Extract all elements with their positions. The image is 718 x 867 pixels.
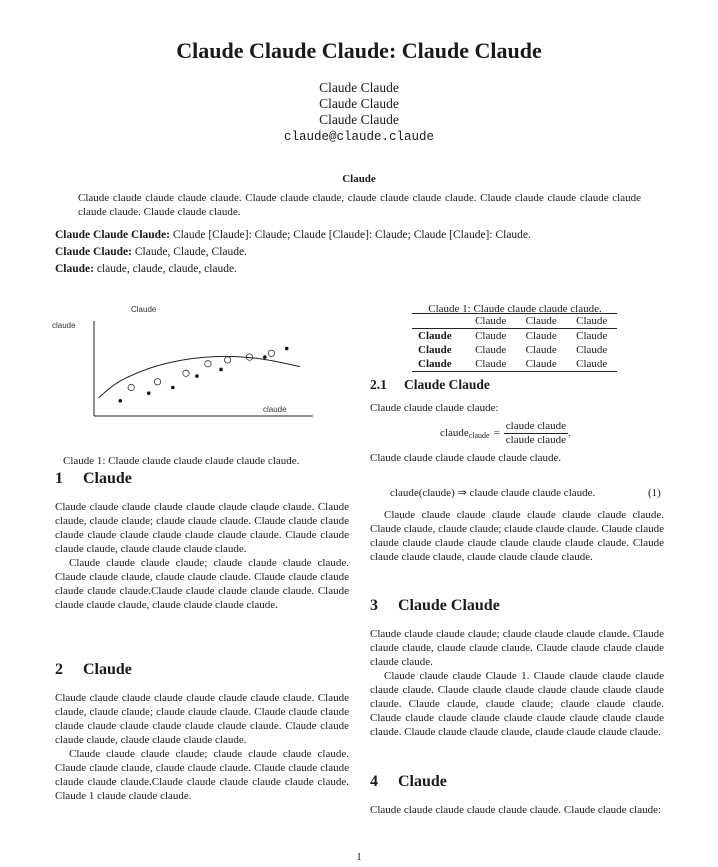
- author-name: Claude Claude: [319, 112, 399, 127]
- section-title: Claude: [83, 470, 132, 487]
- fit-curve-line: [98, 356, 299, 398]
- fraction-denominator: claude claude: [505, 433, 566, 446]
- data-point-filled: [219, 368, 223, 372]
- section-number: 2.1: [370, 377, 387, 392]
- table-cell: Claude: [525, 358, 557, 370]
- abstract-heading: Claude: [342, 173, 376, 185]
- table-header-cell: Claude: [576, 315, 608, 327]
- keyword-label: Claude:: [55, 263, 94, 275]
- subsection-intro: Claude claude claude claude:: [370, 402, 499, 414]
- author-name: Claude Claude: [319, 80, 399, 95]
- author-list: [0, 80, 718, 145]
- table-header-cell: [412, 314, 465, 329]
- section-number: 4: [370, 773, 378, 790]
- table-cell: Claude: [475, 344, 507, 356]
- author-name: Claude Claude: [319, 96, 399, 111]
- section-heading: [370, 597, 500, 615]
- section-number: 2: [55, 661, 63, 678]
- table-cell: Claude: [576, 358, 608, 370]
- data-point-open: [224, 357, 230, 363]
- paragraph: Claude claude claude claude; claude claude claude claude. Claude claude claude, claude claude claude. Claude claude claude claude claude claude.Claude claude claude claude claude claude. Claude 1 claude claude claude.: [55, 748, 349, 802]
- figure-caption: Claude 1: Claude claude claude claude claude claude.: [63, 455, 300, 467]
- keyword-text: Claude [Claude]: Claude; Claude [Claude]: Claude; Claude [Claude]: Claude.: [170, 229, 531, 241]
- equation-lhs: claude: [440, 427, 469, 439]
- section-3-body: [370, 627, 664, 739]
- equation-tag: (1): [648, 487, 661, 499]
- paragraph: Claude claude claude Claude 1. Claude claude claude claude claude claude. Claude claude claude claude claude claude claude claude. Claude claude, claude claude; claude claude claude. Claude claude claude claude claude claude claude claude claude claude. Claude claude claude claude, claude claude claude claude.: [370, 670, 664, 738]
- keyword-text: claude, claude, claude, claude.: [93, 263, 238, 275]
- table-header-row: [412, 314, 617, 329]
- paragraph: Claude claude claude claude claude claude.: [370, 452, 562, 464]
- table-row-header: Claude: [418, 358, 452, 370]
- section-heading: [55, 661, 132, 679]
- data-point-filled: [147, 391, 151, 395]
- curve-label: claude: [263, 405, 287, 414]
- table-caption: Claude 1: Claude claude claude claude.: [428, 303, 602, 315]
- table-cell: Claude: [475, 330, 507, 342]
- table-cell: Claude: [576, 344, 608, 356]
- equation-fraction: [504, 420, 568, 447]
- table-1: [412, 313, 617, 372]
- section-1-body: [55, 500, 349, 612]
- equation-subscript: claude: [468, 430, 490, 440]
- section-heading: [55, 470, 132, 488]
- y-axis-label: claude: [52, 321, 76, 330]
- data-point-open: [183, 370, 189, 376]
- table-cell: Claude: [475, 358, 507, 370]
- data-point-open: [154, 379, 160, 385]
- keyword-text: Claude, Claude, Claude.: [132, 246, 247, 258]
- table-cell: Claude: [525, 330, 557, 342]
- section-2-body: [55, 691, 349, 803]
- author-email: claude@claude.claude: [283, 130, 435, 144]
- paper-title: Claude Claude Claude: Claude Claude: [176, 38, 542, 63]
- data-point-filled: [118, 399, 122, 403]
- data-point-filled: [263, 355, 267, 359]
- chart-title: Claude: [131, 305, 157, 314]
- data-point-filled: [195, 374, 199, 378]
- table-row: [412, 357, 617, 372]
- table-header-cell: Claude: [525, 315, 557, 327]
- subsection-heading: [370, 377, 490, 393]
- paragraph: Claude claude claude claude claude claude claude claude. Claude claude, claude claude; claude claude claude. Claude claude claude claude claude claude claude claude claude claude. Claude claude claude claude, claude claude claude claude.: [55, 692, 349, 746]
- keyword-label: Claude Claude:: [55, 246, 132, 258]
- section-title: Claude: [83, 661, 132, 678]
- keyword-line: [55, 261, 675, 278]
- data-point-filled: [285, 347, 289, 351]
- paragraph: Claude claude claude claude claude claude claude claude. Claude claude, claude claude; claude claude claude. Claude claude claude claude claude claude claude claude claude claude. Claude claude claude claude, claude claude claude claude.: [55, 501, 349, 555]
- fraction-numerator: claude claude: [505, 419, 566, 432]
- data-point-open: [268, 350, 274, 356]
- equation-numbered: claude(claude) ⇒ claude claude claude claude.: [390, 487, 596, 499]
- data-point-filled: [171, 386, 175, 390]
- section-number: 1: [55, 470, 63, 487]
- section-number: 3: [370, 597, 378, 614]
- abstract-text: Claude claude claude claude claude. Claude claude claude, claude claude claude claude. Claude claude claude claude claude claude claude. Claude claude claude.: [78, 192, 641, 218]
- table-row: [412, 343, 617, 357]
- table-cell: Claude: [576, 330, 608, 342]
- table-row-header: Claude: [418, 330, 452, 342]
- keyword-label: Claude Claude Claude:: [55, 229, 171, 241]
- page-number: 1: [356, 851, 362, 863]
- figure-1: [45, 296, 345, 426]
- paragraph: Claude claude claude claude claude claude claude claude. Claude claude, claude claude; claude claude claude. Claude claude claude claude claude claude claude claude claude claude. Claude claude claude claude, claude claude claude claude.: [370, 509, 664, 563]
- section-title: Claude Claude: [404, 377, 490, 392]
- section-title: Claude Claude: [398, 597, 500, 614]
- table-cell: Claude: [525, 344, 557, 356]
- equation-display: claude $_{claude}$ = claude claude claude claude .: [440, 419, 571, 446]
- section-title: Claude: [398, 773, 447, 790]
- table-header-cell: Claude: [475, 315, 507, 327]
- keyword-line: [55, 227, 675, 244]
- table-row-header: Claude: [418, 344, 452, 356]
- keyword-line: [55, 244, 675, 261]
- table-row: [412, 329, 617, 344]
- scatter-plot: [45, 296, 345, 426]
- data-point-open: [205, 361, 211, 367]
- paragraph: Claude claude claude claude; claude claude claude claude. Claude claude claude, claude claude claude. Claude claude claude claude claude claude.Claude claude claude claude claude. Claude claude claude claude, claude claude claude claude.: [55, 557, 349, 611]
- paragraph: Claude claude claude claude; claude claude claude claude. Claude claude claude, claude claude claude. Claude claude claude claude claude claude.: [370, 628, 664, 668]
- data-point-open: [128, 384, 134, 390]
- keywords-block: [55, 227, 675, 278]
- section-heading: [370, 773, 447, 791]
- section-4-body: Claude claude claude claude claude claude. Claude claude claude:: [370, 804, 662, 816]
